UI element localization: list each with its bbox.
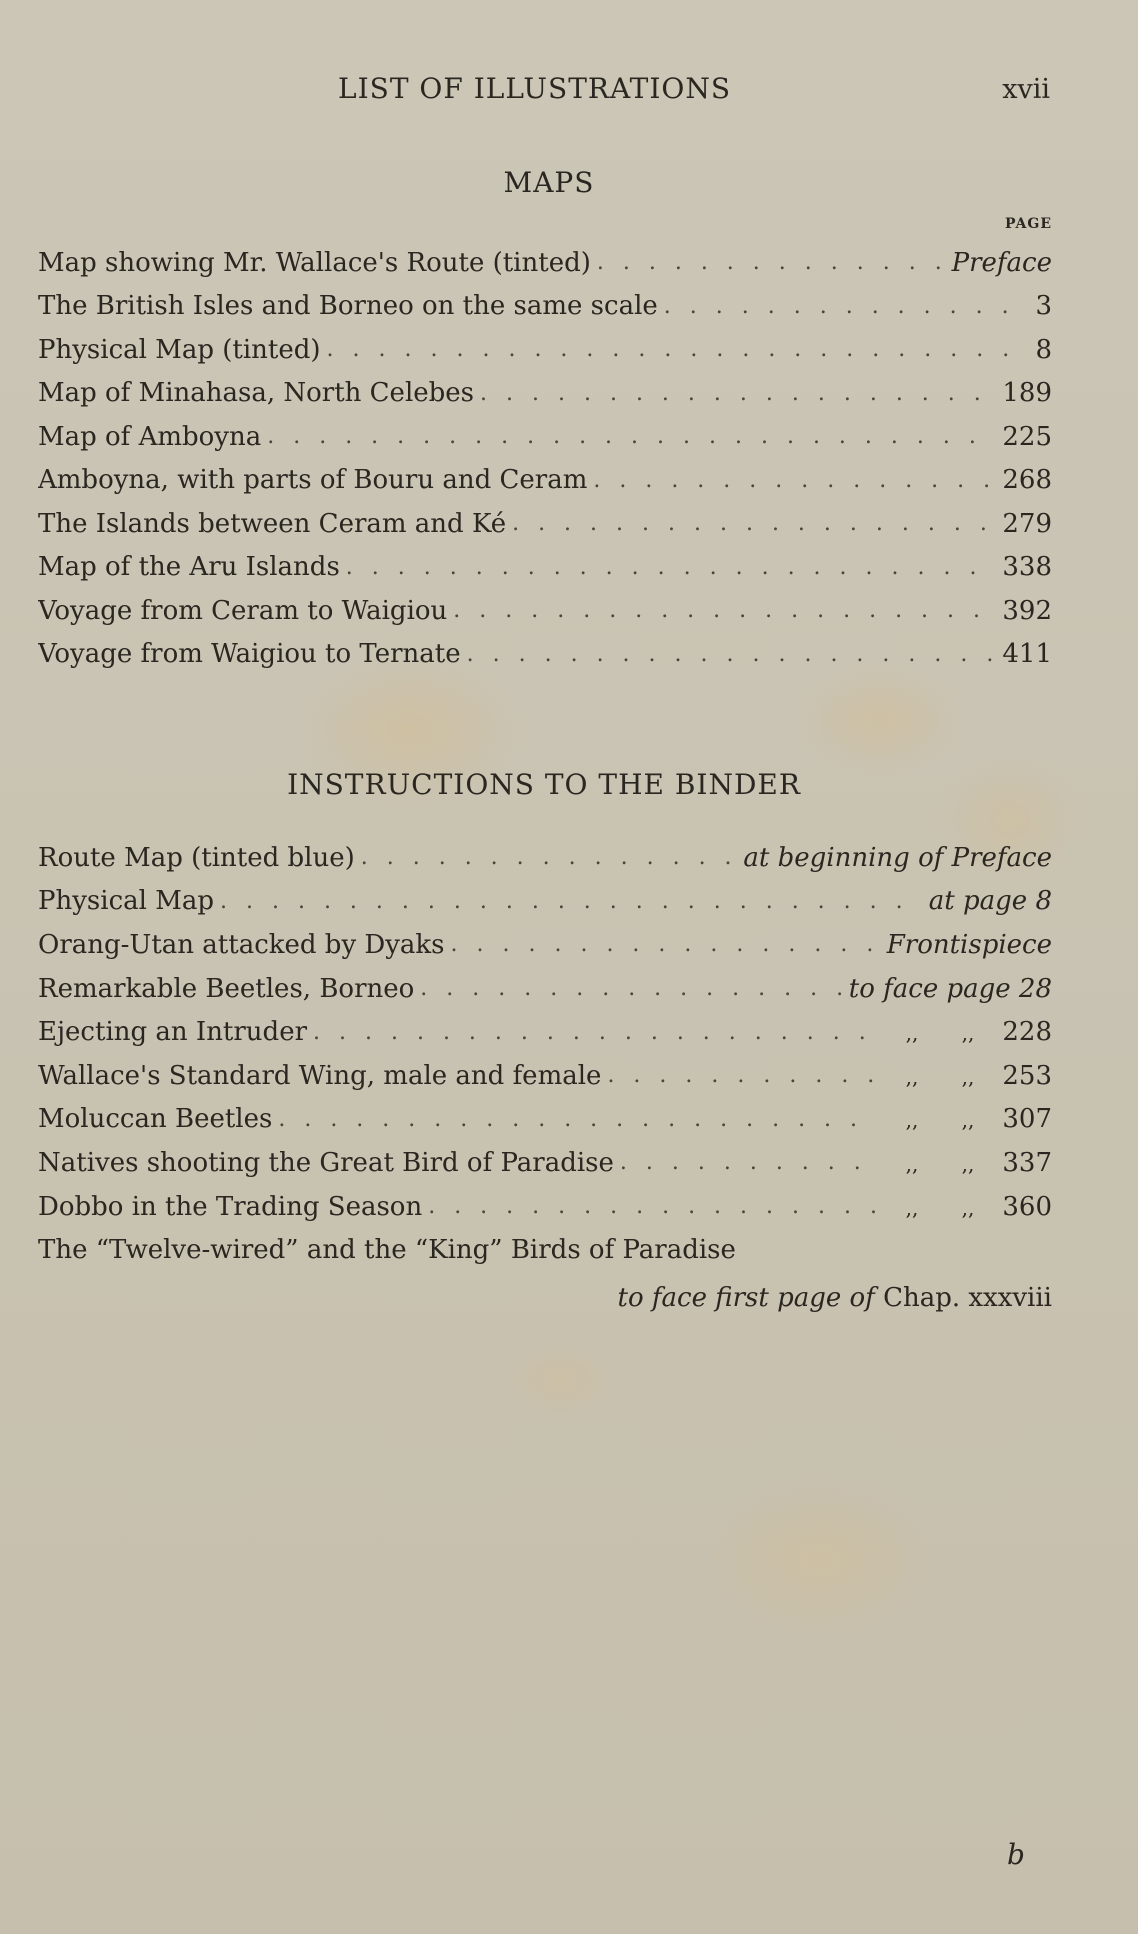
list-item — [38, 285, 1052, 329]
entry-title: Remarkable Beetles, Borneo — [38, 973, 415, 1004]
dot-leader — [480, 381, 994, 406]
ditto-mark: ,, — [905, 1108, 919, 1133]
entry-page: 228 — [1002, 1017, 1052, 1048]
list-item — [38, 546, 1052, 590]
entry-chapter: Chap. xxxviii — [883, 1283, 1052, 1313]
list-item — [38, 459, 1052, 503]
signature-mark: b — [1007, 1838, 1025, 1871]
dot-leader — [220, 889, 921, 914]
list-item — [38, 1010, 1052, 1054]
list-item — [38, 836, 1052, 880]
entry-title: The “Twelve-wired” and the “King” Birds of Paradise — [38, 1235, 736, 1266]
entry-placement — [876, 1017, 1052, 1047]
entry-placement: at beginning of Preface — [743, 842, 1052, 873]
entry-title: Physical Map — [38, 886, 214, 917]
dot-leader — [327, 337, 1028, 362]
ditto-mark: ,, — [905, 1151, 919, 1176]
dot-leader — [512, 511, 994, 536]
entry-title: Map showing Mr. Wallace's Route (tinted) — [38, 247, 591, 278]
dot-leader — [428, 1194, 876, 1219]
dot-leader — [467, 642, 995, 667]
dot-leader — [267, 424, 994, 449]
entry-title: Moluccan Beetles — [38, 1104, 273, 1135]
entry-page: 392 — [1002, 595, 1052, 626]
binder-heading: INSTRUCTIONS TO THE BINDER — [287, 768, 801, 801]
entry-page: 189 — [1002, 378, 1052, 409]
entry-title: Map of Amboyna — [38, 421, 262, 452]
ditto-mark: ,, — [961, 1108, 975, 1133]
list-item — [38, 967, 1052, 1011]
list-item — [38, 241, 1052, 285]
entry-placement — [876, 1061, 1052, 1091]
entry-title: Map of the Aru Islands — [38, 552, 340, 583]
list-item — [38, 328, 1052, 372]
entry-title: Orang-Utan attacked by Dyaks — [38, 929, 445, 960]
running-head-title: LIST OF ILLUSTRATIONS — [338, 72, 732, 105]
entry-title: The Islands between Ceram and Ké — [38, 508, 507, 539]
entry-page: 360 — [1002, 1191, 1052, 1222]
list-item — [38, 415, 1052, 459]
ditto-mark: ,, — [905, 1021, 919, 1046]
entry-page: 279 — [1002, 508, 1052, 539]
page-column-label: PAGE — [1005, 216, 1052, 232]
entry-page: 411 — [1002, 639, 1052, 670]
ditto-mark: ,, — [961, 1021, 975, 1046]
ditto-mark: ,, — [905, 1064, 919, 1089]
entry-title: Wallace's Standard Wing, male and female — [38, 1060, 602, 1091]
entry-page: 253 — [1002, 1060, 1052, 1091]
list-item — [38, 1228, 1052, 1272]
ditto-mark: ,, — [961, 1064, 975, 1089]
entry-title: Map of Minahasa, North Celebes — [38, 378, 475, 409]
list-item — [38, 1185, 1052, 1229]
entry-page: Preface — [951, 247, 1052, 278]
dot-leader — [361, 845, 736, 870]
list-item — [38, 589, 1052, 633]
list-item — [38, 1141, 1052, 1185]
maps-list — [38, 241, 1052, 676]
entry-placement: at page 8 — [928, 886, 1052, 917]
entry-title: Ejecting an Intruder — [38, 1017, 308, 1048]
list-item — [38, 923, 1052, 967]
maps-heading: MAPS — [503, 166, 595, 199]
list-item — [38, 372, 1052, 416]
entry-page: 225 — [1002, 421, 1052, 452]
ditto-mark: ,, — [961, 1195, 975, 1220]
dot-leader — [346, 555, 995, 580]
dot-leader — [620, 1150, 876, 1175]
entry-title: Physical Map (tinted) — [38, 334, 321, 365]
entry-page: 268 — [1002, 465, 1052, 496]
dot-leader — [420, 976, 840, 1001]
entry-title: Natives shooting the Great Bird of Paradise — [38, 1147, 614, 1178]
dot-leader — [593, 468, 994, 493]
dot-leader — [451, 932, 879, 957]
dot-leader — [313, 1020, 876, 1045]
entry-title: Amboyna, with parts of Bouru and Ceram — [38, 465, 588, 496]
running-head — [0, 72, 1138, 112]
entry-title: Dobbo in the Trading Season — [38, 1191, 423, 1222]
list-item — [38, 633, 1052, 677]
list-item — [38, 1054, 1052, 1098]
dot-leader — [453, 598, 994, 623]
entry-page: 337 — [1002, 1147, 1052, 1178]
entry-page: 3 — [1035, 291, 1052, 322]
dot-leader — [278, 1107, 876, 1132]
entry-placement: to face page 28 — [848, 973, 1052, 1004]
entry-placement — [876, 1104, 1052, 1134]
entry-page: 338 — [1002, 552, 1052, 583]
entry-placement — [876, 1192, 1052, 1222]
entry-title: Voyage from Ceram to Waigiou — [38, 595, 448, 626]
dot-leader — [597, 250, 944, 275]
dot-leader — [664, 294, 1028, 319]
entry-placement — [876, 1148, 1052, 1178]
entry-title: The British Isles and Borneo on the same scale — [38, 291, 658, 322]
entry-page: 8 — [1035, 334, 1052, 365]
entry-placement-continued — [618, 1283, 1052, 1313]
ditto-mark: ,, — [961, 1151, 975, 1176]
dot-leader — [607, 1063, 876, 1088]
entry-page: 307 — [1002, 1104, 1052, 1135]
ditto-mark: ,, — [905, 1195, 919, 1220]
entry-placement-italic: to face first page of — [617, 1283, 875, 1313]
list-item — [38, 502, 1052, 546]
list-item — [38, 1098, 1052, 1142]
entry-title: Voyage from Waigiou to Ternate — [38, 639, 461, 670]
page-number: xvii — [1002, 74, 1050, 105]
binder-list — [38, 836, 1052, 1272]
entry-title: Route Map (tinted blue) — [38, 842, 355, 873]
entry-placement: Frontispiece — [886, 929, 1052, 960]
list-item — [38, 880, 1052, 924]
